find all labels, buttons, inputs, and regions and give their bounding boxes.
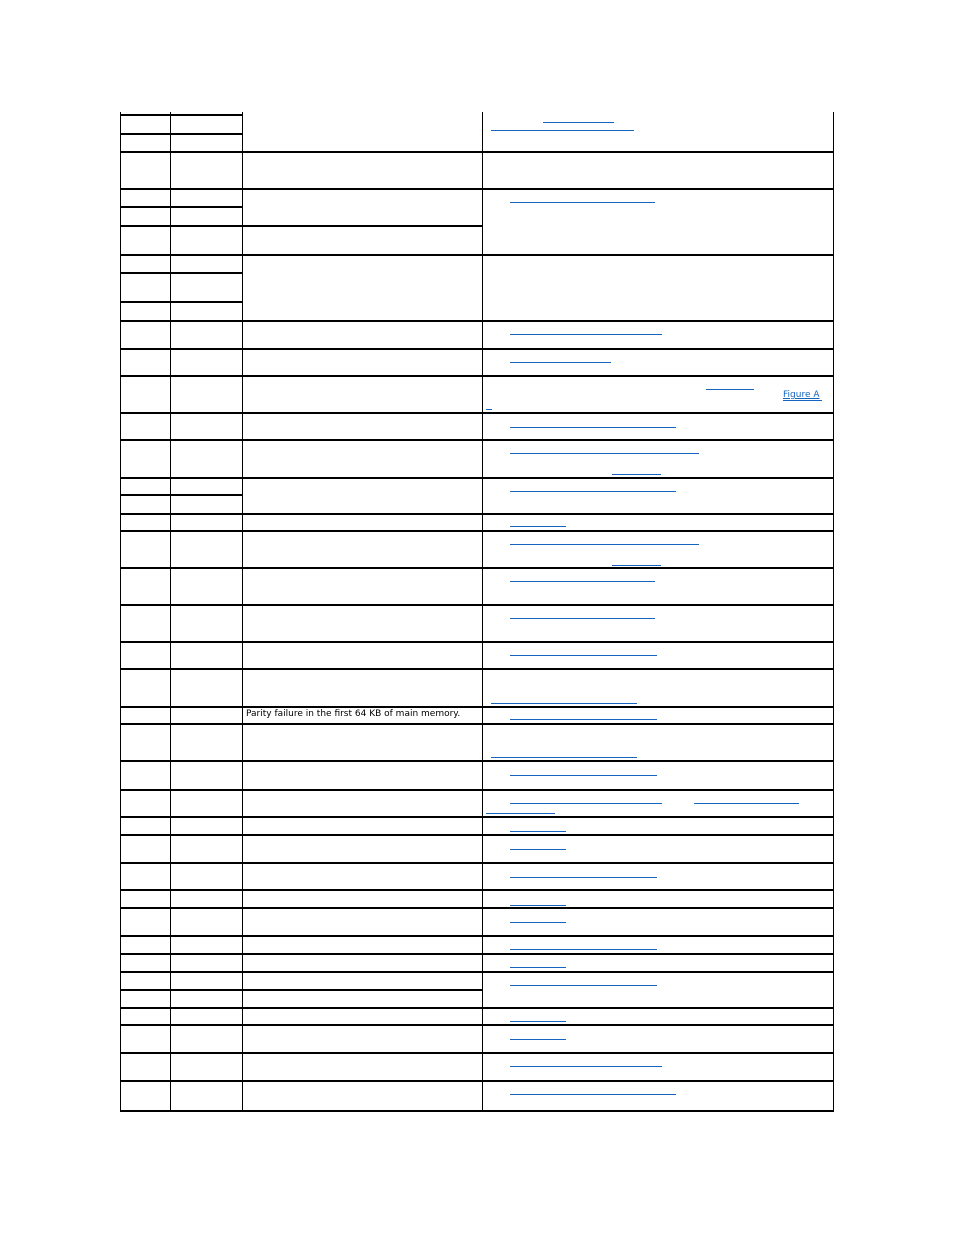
table-row-divider <box>120 953 833 955</box>
table-row-divider <box>120 477 833 479</box>
table-row-divider <box>120 530 833 532</box>
table-column-divider <box>170 112 171 1112</box>
reference-link[interactable] <box>510 849 566 850</box>
table-row-divider <box>120 513 833 515</box>
table-column-divider <box>120 112 121 1112</box>
table-row-divider <box>120 1024 833 1026</box>
reference-link[interactable] <box>783 400 822 401</box>
table-row-divider <box>120 272 242 274</box>
reference-link[interactable] <box>510 719 657 720</box>
reference-link[interactable] <box>510 877 657 878</box>
table-row-divider <box>120 301 242 303</box>
reference-link[interactable] <box>510 334 662 335</box>
table-row-divider <box>120 989 482 991</box>
table-row-divider <box>120 1080 833 1082</box>
table-row-divider <box>120 348 833 350</box>
table-column-divider <box>482 112 483 1112</box>
table-row-divider <box>120 133 242 135</box>
reference-link[interactable] <box>510 1094 676 1095</box>
reference-link[interactable] <box>510 526 566 527</box>
reference-link[interactable] <box>510 775 657 776</box>
reference-link[interactable] <box>510 1066 662 1067</box>
table-row-divider <box>120 206 242 208</box>
reference-link[interactable] <box>510 427 676 428</box>
table-row-divider <box>120 862 833 864</box>
table-row-divider <box>120 151 833 153</box>
table-row-divider <box>120 935 833 937</box>
table-row-divider <box>120 254 833 256</box>
table-row-divider <box>120 1110 833 1112</box>
reference-link[interactable] <box>694 803 799 804</box>
reference-link[interactable] <box>510 1021 566 1022</box>
reference-link[interactable] <box>510 922 566 923</box>
table-row-divider <box>120 494 242 496</box>
reference-link[interactable] <box>510 491 676 492</box>
table-cell-description: Parity failure in the first 64 KB of main memory. <box>246 709 461 719</box>
reference-link[interactable] <box>510 985 657 986</box>
reference-link[interactable] <box>612 474 661 475</box>
reference-link[interactable] <box>510 655 657 656</box>
reference-link[interactable] <box>706 389 754 390</box>
reference-link[interactable] <box>510 618 655 619</box>
table-row-divider <box>120 439 833 441</box>
reference-link[interactable] <box>491 757 637 758</box>
table-row-divider <box>120 225 482 227</box>
table-row-divider <box>120 706 833 708</box>
reference-link[interactable] <box>510 581 655 582</box>
table-row-divider <box>120 188 833 190</box>
reference-link[interactable] <box>491 703 637 704</box>
reference-link[interactable] <box>510 967 566 968</box>
table-row-divider <box>120 834 833 836</box>
figure-link[interactable]: Figure A <box>783 390 820 400</box>
table-row-divider <box>120 1007 833 1009</box>
table-column-divider <box>833 112 834 1112</box>
table-row-divider <box>120 816 833 818</box>
reference-link[interactable] <box>510 1039 566 1040</box>
table-row-divider <box>120 1052 833 1054</box>
reference-link[interactable] <box>510 905 566 906</box>
reference-link[interactable] <box>543 122 614 123</box>
reference-link[interactable] <box>486 409 492 410</box>
table-row-divider <box>120 604 833 606</box>
table-row-divider <box>120 789 833 791</box>
table-row-divider <box>120 114 242 116</box>
reference-link[interactable] <box>510 202 655 203</box>
table-row-divider <box>120 375 833 377</box>
table-row-divider <box>120 567 833 569</box>
table-row-divider <box>120 641 833 643</box>
table-row-divider <box>120 907 833 909</box>
reference-link[interactable] <box>510 831 566 832</box>
reference-link[interactable] <box>612 565 661 566</box>
table-row-divider <box>120 971 833 973</box>
reference-link[interactable] <box>510 803 662 804</box>
table-row-divider <box>120 760 833 762</box>
table-row-divider <box>120 723 833 725</box>
reference-link[interactable] <box>486 813 555 814</box>
table-row-divider <box>120 889 833 891</box>
reference-link[interactable] <box>491 130 634 131</box>
table-row-divider <box>120 412 833 414</box>
table-row-divider <box>120 668 833 670</box>
table-column-divider <box>242 112 243 1112</box>
table-row-divider <box>120 320 833 322</box>
reference-link[interactable] <box>510 362 611 363</box>
reference-link[interactable] <box>510 453 699 454</box>
reference-link[interactable] <box>510 949 657 950</box>
reference-link[interactable] <box>510 544 699 545</box>
